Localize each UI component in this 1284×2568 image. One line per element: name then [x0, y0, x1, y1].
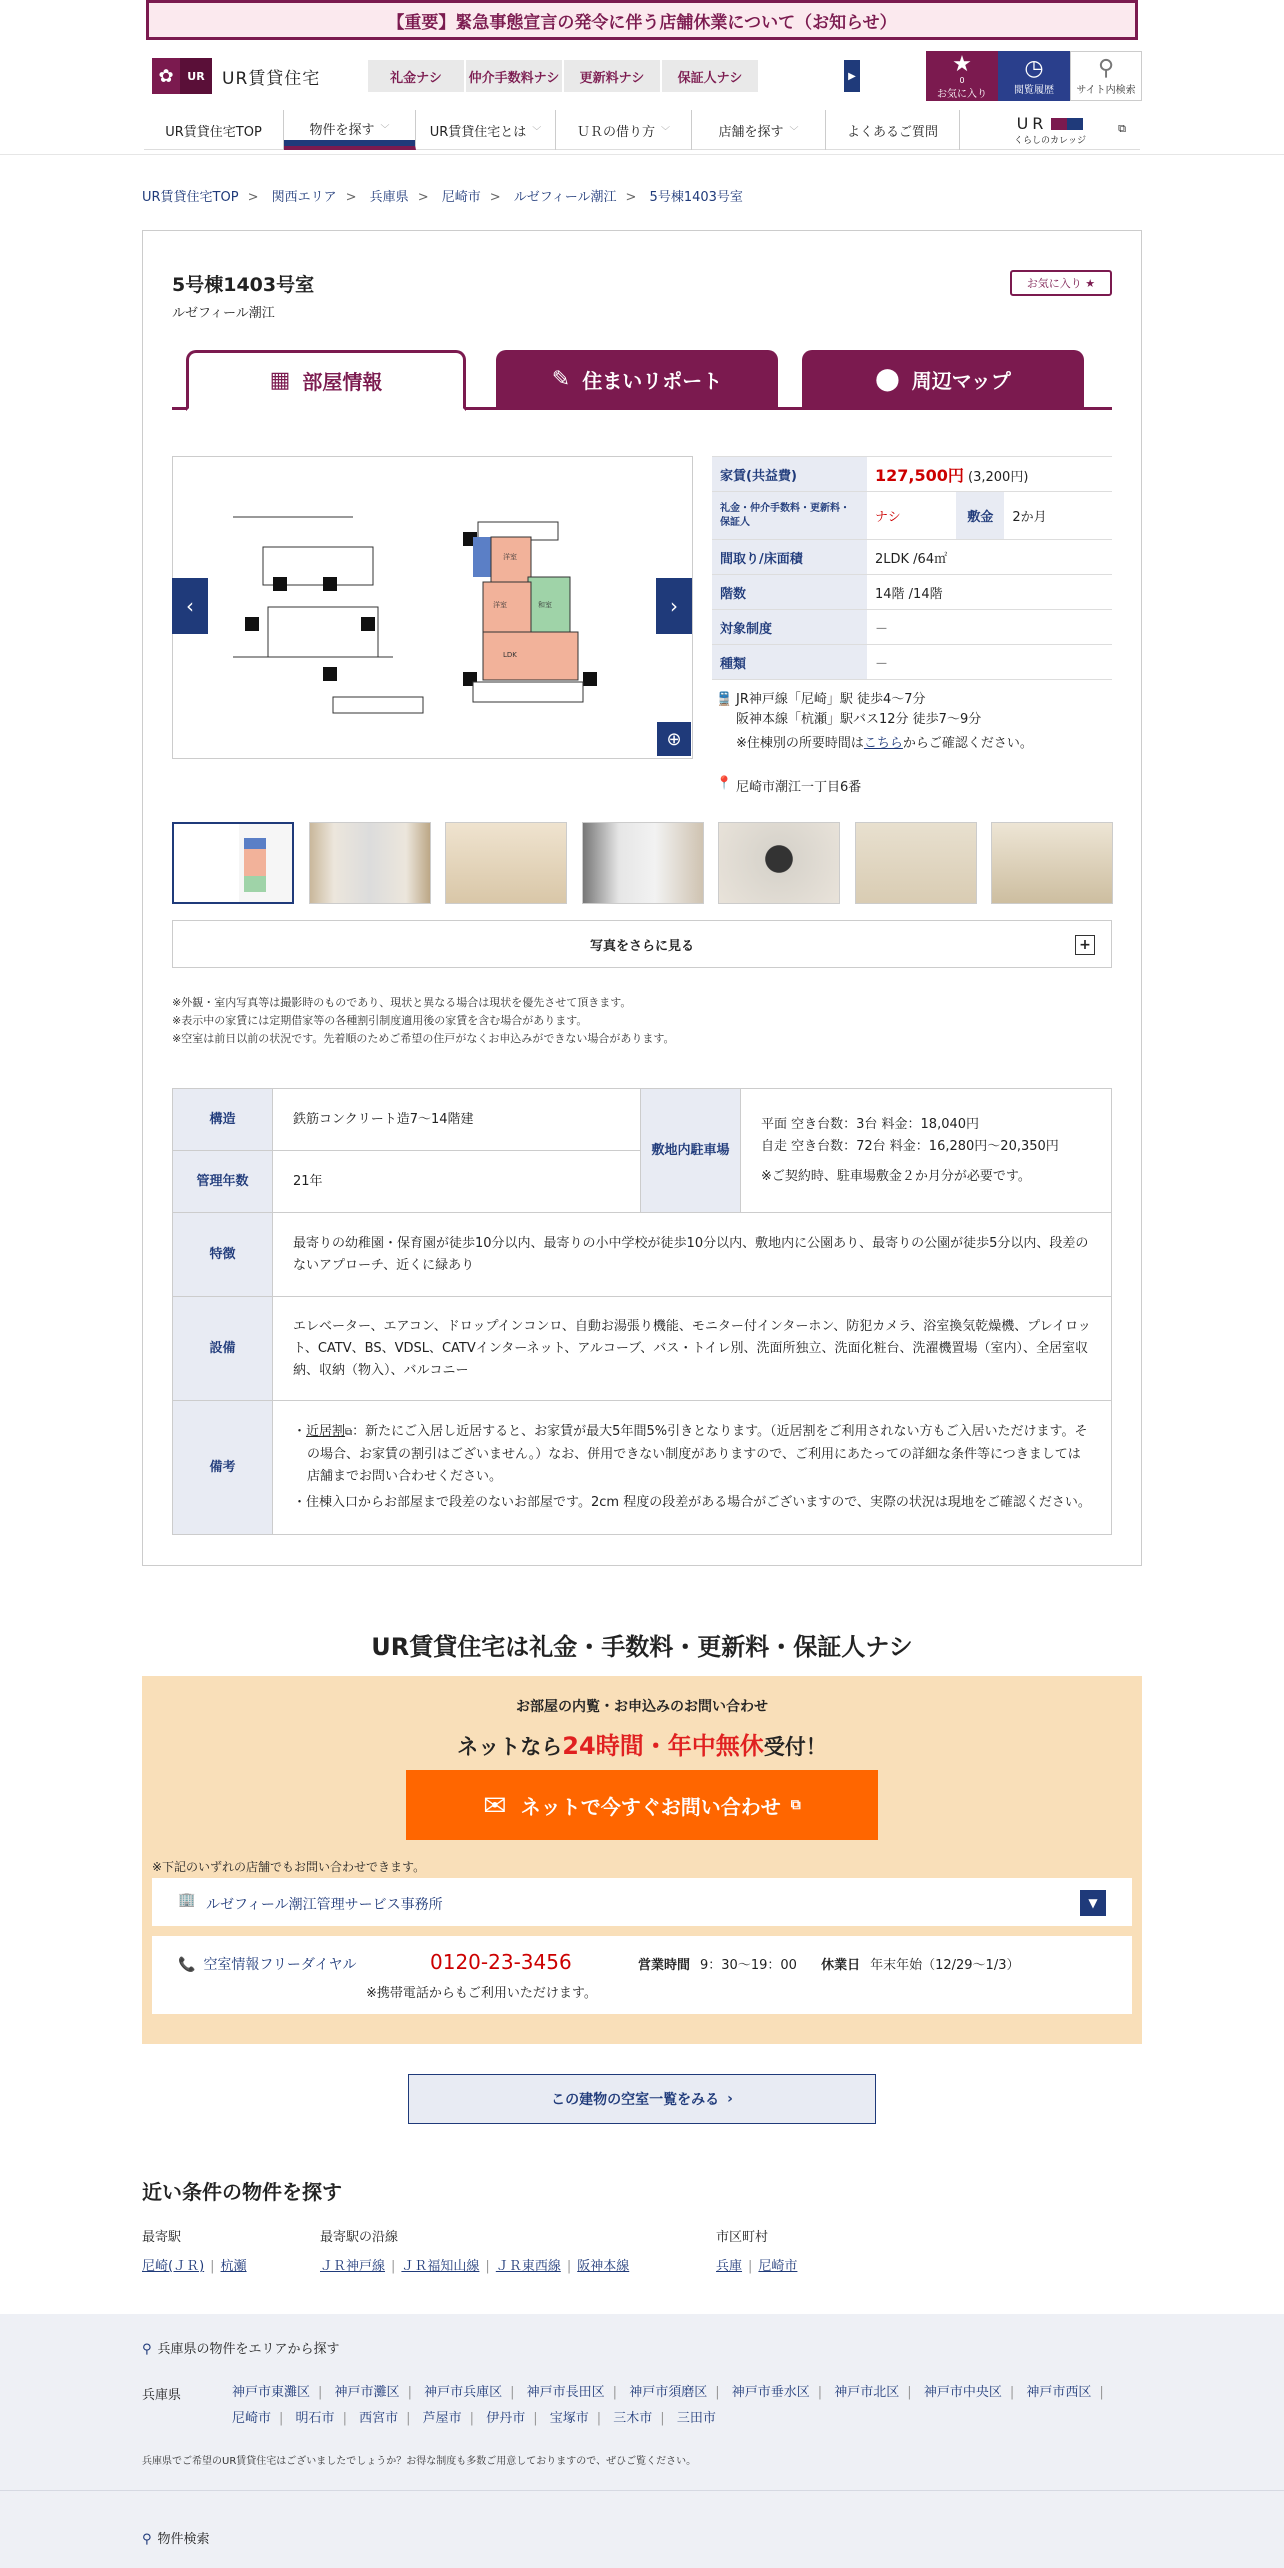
shop-icon: 🏢 — [178, 1892, 196, 1908]
vacancy-list-label: この建物の空室一覧をみる — [551, 2092, 720, 2108]
area-city-link[interactable]: 伊丹市 — [486, 2411, 526, 2426]
contact-note: ※下記のいずれの店舗でもお問い合わせできます。 — [152, 1860, 426, 1874]
floor-plan-image[interactable] — [172, 456, 693, 759]
net-inquiry-button[interactable] — [406, 1770, 878, 1840]
remark-barrier-free: ・住棟入口からお部屋まで段差のないお部屋です。2cm 程度の段差がある場合がございますので、実際の状況は現地をご確認ください。 — [293, 1495, 1091, 1510]
chevron-left-icon: ‹ — [186, 594, 194, 618]
map-pin-icon: ⬤ — [875, 366, 900, 392]
line-link-tozai[interactable]: ＪＲ東西線 — [495, 2259, 561, 2274]
line-link-fukuchiyama[interactable]: ＪＲ福知山線 — [401, 2259, 480, 2274]
property-search-title-text: 物件検索 — [157, 2532, 210, 2547]
thumbnail-aircon[interactable] — [445, 822, 567, 904]
net-inquiry-label: ネットで今すぐお問い合わせ — [520, 1794, 781, 1819]
closed-label: 休業日 — [821, 1958, 861, 1973]
feature-value: 最寄りの幼稚園・保育園が徒歩10分以内、最寄りの小中学校が徒歩10分以内、敷地内に公園あり、最寄りの公園が徒歩5分以内、段差のないアプローチ、近くに緑あり — [273, 1213, 1112, 1297]
external-link-icon: ⧉ — [345, 1427, 353, 1438]
feature-label: 特徴 — [173, 1213, 273, 1297]
line-link-hanshin[interactable]: 阪神本線 — [577, 2259, 630, 2274]
more-photos-button[interactable] — [172, 920, 1112, 968]
favorites-label: お気に入り — [937, 88, 987, 100]
history-button[interactable] — [998, 51, 1070, 101]
freedial-label — [178, 1954, 356, 1974]
site-search-label: サイト内検索 — [1076, 84, 1136, 96]
logo-text: UR賃貸住宅 — [222, 68, 321, 89]
deposit-value: 2か月 — [1004, 492, 1112, 540]
near-lines: 最寄駅の沿線 ＪＲ神戸線 | ＪＲ福知山線 | ＪＲ東西線 | 阪神本線 — [320, 2226, 629, 2274]
nashi-tab-hoshonin[interactable]: 保証人ナシ — [662, 60, 758, 92]
near-city-label: 市区町村 — [716, 2230, 769, 2245]
contact-sub-pre: ネットなら — [457, 1735, 563, 1759]
contact-sub-24h: 24時間・年中無休 — [562, 1732, 764, 1760]
star-icon: ★ — [952, 51, 972, 77]
note-3: ※空室は前日以前の状況です。先着順のためご希望の住戸がなくお申込みができない場合があります。 — [172, 1032, 675, 1045]
favorites-count: 0 — [959, 75, 965, 85]
tab-room-info[interactable] — [186, 350, 466, 411]
common-fee: (3,200円) — [968, 469, 1029, 485]
area-city-links: 神戸市東灘区 | 神戸市灘区 | 神戸市兵庫区 | 神戸市長田区 | 神戸市須磨区 | 神戸市垂水区 | 神戸市北区 | 神戸市中央区 | 神戸市西区 | 尼崎市 | 明石市 | 西宮市 | 芦屋市 | 伊丹市 | 宝塚市 | 三木市 | 三田市 — [232, 2385, 1104, 2426]
floor-label: 階数 — [712, 575, 867, 610]
hours-label: 営業時間 — [638, 1958, 691, 1973]
tab-living-report[interactable] — [496, 350, 778, 408]
search-icon: ⚲ — [1097, 55, 1115, 81]
thumbnail-bathroom[interactable] — [855, 822, 977, 904]
gnav-top[interactable] — [144, 110, 284, 150]
access-detail-link[interactable]: こちら — [863, 736, 903, 751]
external-link-icon: ⧉ — [790, 1797, 801, 1813]
thumbnail-living-room[interactable] — [309, 822, 431, 904]
detail-tabs — [172, 350, 1112, 410]
external-link-icon: ⧉ — [1118, 122, 1126, 135]
access-note-post: からご確認ください。 — [902, 736, 1033, 751]
area-search-title-text: 兵庫県の物件をエリアから探す — [157, 2342, 340, 2357]
svg-text:LDK: LDK — [503, 651, 517, 659]
tab-room-info-label: 部屋情報 — [302, 370, 383, 394]
rent-label: 家賃(共益費) — [712, 457, 867, 492]
structure-label: 構造 — [173, 1089, 273, 1151]
tab-area-map-label: 周辺マップ — [911, 368, 1011, 393]
area-city-link[interactable]: 神戸市須磨区 — [629, 2385, 708, 2400]
thumbnail-floor-plan[interactable] — [172, 822, 294, 904]
area-note: 兵庫県でご希望のUR賃貸住宅はございましたでしょうか？お得な制度も多数ご用意しておりますので、ぜひご覧ください。 — [142, 2456, 697, 2467]
layout-value: 2LDK /64㎡ — [867, 540, 1112, 575]
train-icon: 🚆 — [716, 692, 733, 707]
address-info — [716, 776, 861, 795]
city-link-hyogo[interactable]: 兵庫 — [716, 2259, 743, 2274]
near-stations: 最寄駅 尼崎(ＪＲ) | 杭瀬 — [142, 2226, 247, 2274]
system-label: 対象制度 — [712, 610, 867, 645]
floor-plan-drawing — [173, 457, 693, 759]
vacancy-list-button[interactable] — [408, 2074, 876, 2124]
near-cities: 市区町村 兵庫 | 尼崎市 — [716, 2226, 797, 2274]
gnav-shops-label: 店舗を探す — [718, 124, 784, 140]
access-info — [716, 690, 1033, 754]
city-link-amagasaki[interactable]: 尼崎市 — [758, 2259, 798, 2274]
area-city-link[interactable]: 三木市 — [613, 2411, 653, 2426]
logo-mark-icon: ✿ — [158, 65, 174, 87]
photo-prev-button[interactable] — [172, 578, 208, 634]
floor-value: 14階 /14階 — [867, 575, 1112, 610]
global-nav — [144, 110, 1140, 150]
note-2: ※表示中の家賃には定期借家等の各種割引制度適用後の家賃を含む場合があります。 — [172, 1014, 588, 1027]
contact-subheading — [0, 1726, 1284, 1761]
remark-kinkyo-text: ：新たにご入居し近居すると、お家賃が最大5年間5%引きとなります。（近居割をご利用されない方もご入居いただけます。その場合、お家賃の割引はございません。）なお、併用できない制度がありますので、ご利用にあたっての詳細な条件等につきましては店舗までお問い合わせください。 — [307, 1424, 1088, 1484]
chevron-right-icon[interactable]: ▶ — [844, 60, 860, 92]
area-city-link[interactable]: 神戸市北区 — [834, 2385, 900, 2400]
line-link-kobe[interactable]: ＪＲ神戸線 — [320, 2259, 386, 2274]
fees-value: ナシ — [867, 492, 956, 540]
chevron-down-icon[interactable]: ▼ — [1080, 1890, 1106, 1916]
area-city-link[interactable]: 宝塚市 — [549, 2411, 589, 2426]
header-buttons — [926, 51, 1142, 101]
station-link-amagasaki[interactable]: 尼崎(ＪＲ) — [142, 2259, 205, 2274]
thumbnail-room[interactable] — [582, 822, 704, 904]
building-spec-table — [172, 1088, 1112, 1535]
area-city-link[interactable]: 神戸市東灘区 — [232, 2385, 311, 2400]
header-divider — [0, 154, 1284, 155]
near-line-label: 最寄駅の沿線 — [320, 2230, 399, 2245]
gnav-howto-label: ＵＲの借り方 — [576, 124, 655, 140]
add-favorite-button[interactable]: お気に入り ★ — [1010, 270, 1112, 296]
gnav-college[interactable] — [960, 110, 1140, 150]
area-city-link[interactable]: 神戸市垂水区 — [731, 2385, 810, 2400]
edit-icon: ✎ — [551, 366, 571, 392]
contact-heading: お部屋の内覧・お申込みのお問い合わせ — [516, 1699, 768, 1715]
office-dropdown[interactable] — [152, 1878, 1132, 1926]
nashi-tab-koshin[interactable]: 更新料ナシ — [564, 60, 660, 92]
clock-icon: ◷ — [1024, 55, 1044, 81]
remarks-label: 備考 — [173, 1401, 273, 1535]
chevron-right-icon: › — [670, 594, 678, 618]
site-search-button[interactable] — [1070, 51, 1142, 101]
search-icon: ⚲ — [142, 2532, 152, 2547]
chevron-down-icon: ﹀ — [532, 126, 542, 137]
closed-value: 年末年始（12/29～1/3） — [870, 1958, 1020, 1973]
rent-cell — [867, 457, 1112, 492]
breadcrumb: UR賃貸住宅TOP > 関西エリア > 兵庫県 > 尼崎市 > ルゼフィール潮江 > 5号棟1403号室 — [142, 190, 743, 205]
area-city-link[interactable]: 神戸市中央区 — [923, 2385, 1002, 2400]
college-logo: UR — [1017, 115, 1084, 133]
photo-notes — [172, 994, 674, 1048]
type-value: － — [867, 645, 1112, 680]
gnav-about-label: UR賃貸住宅とは — [429, 124, 527, 140]
chevron-down-icon: ﹀ — [789, 126, 799, 137]
area-city-link[interactable]: 芦屋市 — [422, 2411, 462, 2426]
breadcrumb-current: 5号棟1403号室 — [649, 190, 743, 205]
tab-living-report-label: 住まいリポート — [582, 368, 723, 393]
type-label: 種類 — [712, 645, 867, 680]
gnav-faq-label: よくあるご質問 — [846, 124, 938, 140]
svg-text:洋室: 洋室 — [503, 553, 517, 561]
parking-flat: 平面 空き台数：3台 料金：18,040円 — [761, 1116, 980, 1132]
kinkyo-link[interactable]: 近居割 — [306, 1424, 346, 1439]
parking-note: ※ご契約時、駐車場敷金２か月分が必要です。 — [761, 1168, 1031, 1184]
gnav-search-property[interactable] — [284, 110, 416, 150]
room-info-table — [712, 456, 1112, 680]
business-hours — [638, 1954, 1019, 1973]
breadcrumb-hyogo[interactable]: 兵庫県 — [369, 190, 409, 205]
access-note-pre: ※住棟別の所要時間は — [736, 736, 864, 751]
nashi-tabs — [368, 60, 760, 92]
zoom-in-icon: ⊕ — [666, 728, 682, 750]
rent-value: 127,500円 — [875, 465, 964, 485]
equipment-value: エレベーター、エアコン、ドロップインコンロ、自動お湯張り機能、モニター付インターホン、防犯カメラ、浴室換気乾燥機、プレイロット、CATV、BS、VDSL、CATVインターネット、アルコーブ、バス・トイレ別、洗面所独立、洗面化粧台、洗濯機置場（室内）、全居室収納、収納（物入）、バルコニー — [273, 1297, 1112, 1401]
history-label: 閲覧履歴 — [1014, 84, 1054, 96]
area-city-link[interactable]: 神戸市兵庫区 — [424, 2385, 503, 2400]
emergency-notice[interactable]: 【重要】緊急事態宣言の発令に伴う店舗休業について（お知らせ） — [146, 0, 1138, 40]
contact-sub-post: 受付！ — [763, 1735, 827, 1759]
plus-icon: + — [1075, 935, 1095, 955]
freedial-label-text: 空室情報フリーダイヤル — [203, 1957, 357, 1973]
fees-label: 礼金・仲介手数料・更新料・保証人 — [712, 492, 867, 540]
photo-thumbnails — [172, 822, 1113, 904]
gnav-college-label: くらしのカレッジ — [1014, 135, 1086, 146]
parking-label: 敷地内駐車場 — [641, 1089, 741, 1213]
logo-box — [152, 58, 212, 94]
phone-icon: 📞 — [178, 1957, 196, 1973]
breadcrumb-kansai[interactable]: 関西エリア — [271, 190, 337, 205]
age-value: 21年 — [273, 1151, 641, 1213]
svg-text:洋室: 洋室 — [493, 601, 507, 609]
area-city-link[interactable]: 西宮市 — [359, 2411, 399, 2426]
breadcrumb-amagasaki[interactable]: 尼崎市 — [441, 190, 481, 205]
mobile-note: ※携帯電話からもご利用いただけます。 — [366, 1986, 597, 2001]
freedial-box — [152, 1936, 1132, 2014]
gnav-search-property-label: 物件を探す — [309, 122, 375, 138]
building-name: ルゼフィール潮江 — [172, 306, 275, 321]
gnav-top-label: UR賃貸住宅TOP — [165, 124, 262, 140]
parking-cell — [741, 1089, 1112, 1213]
age-label: 管理年数 — [173, 1151, 273, 1213]
access-jr: JR神戸線「尼崎」駅 徒歩4～7分 — [736, 692, 926, 707]
parking-self: 自走 空き台数：72台 料金：16,280円～20,350円 — [761, 1138, 1059, 1154]
area-city-link[interactable]: 神戸市長田区 — [526, 2385, 605, 2400]
gnav-shops[interactable] — [692, 110, 826, 150]
near-conditions-title: 近い条件の物件を探す — [142, 2180, 342, 2204]
hours-value: 9：30～19：00 — [700, 1958, 797, 1973]
site-logo[interactable] — [152, 58, 320, 94]
station-link-kuise[interactable]: 杭瀬 — [220, 2259, 247, 2274]
chevron-down-icon: ﹀ — [380, 124, 390, 135]
area-city-link[interactable]: 尼崎市 — [232, 2411, 272, 2426]
area-city-link[interactable]: 神戸市西区 — [1026, 2385, 1092, 2400]
remark-kinkyo: ・近居割⧉：新たにご入居し近居すると、お家賃が最大5年間5%引きとなります。（近居割をご利用されない方もご入居いただけます。その場合、お家賃の割引はございません。）なお、併用できない制度がありますので、ご利用にあたっての詳細な条件等につきましては店舗までお問い合わせください。 — [293, 1424, 1088, 1484]
access-hanshin: 阪神本線「杭瀬」駅バス12分 徒歩7～9分 — [736, 712, 982, 727]
property-search-title — [142, 2528, 210, 2547]
nashi-tab-chukai[interactable]: 仲介手数料ナシ — [466, 60, 562, 92]
map-pin-icon: 📍 — [716, 776, 733, 791]
area-search-title — [142, 2338, 340, 2357]
address-value: 尼崎市潮江一丁目6番 — [736, 780, 862, 795]
freedial-number[interactable]: 0120-23-3456 — [430, 1950, 572, 1974]
room-title: 5号棟1403号室 — [172, 274, 315, 296]
thumbnail-intercom[interactable] — [718, 822, 840, 904]
logo-mark-text: UR — [180, 58, 212, 94]
area-pref: 兵庫県 — [142, 2388, 182, 2403]
area-city-link[interactable]: 明石市 — [295, 2411, 335, 2426]
gnav-about[interactable] — [416, 110, 556, 150]
equipment-label: 設備 — [173, 1297, 273, 1401]
search-icon: ⚲ — [142, 2342, 152, 2357]
favorites-button[interactable] — [926, 51, 998, 101]
nashi-tab-reikin[interactable]: 礼金ナシ — [368, 60, 464, 92]
nashi-section-title: UR賃貸住宅は礼金・手数料・更新料・保証人ナシ — [371, 1633, 913, 1661]
more-photos-label: 写真をさらに見る — [589, 938, 694, 954]
area-city-link[interactable]: 神戸市灘区 — [334, 2385, 400, 2400]
tab-area-map[interactable] — [802, 350, 1084, 408]
thumbnail-bathtub[interactable] — [991, 822, 1113, 904]
gnav-faq[interactable] — [826, 110, 960, 150]
breadcrumb-building[interactable]: ルゼフィール潮江 — [513, 190, 617, 205]
chevron-right-icon: › — [727, 2091, 733, 2107]
photo-next-button[interactable] — [656, 578, 692, 634]
building-icon: ▦ — [269, 368, 291, 393]
near-station-label: 最寄駅 — [142, 2230, 182, 2245]
deposit-label: 敷金 — [956, 492, 1004, 540]
gnav-howto[interactable] — [556, 110, 692, 150]
breadcrumb-top[interactable]: UR賃貸住宅TOP — [142, 190, 239, 205]
footer-divider — [0, 2490, 1284, 2491]
office-name: ルゼフィール潮江管理サービス事務所 — [206, 1897, 443, 1913]
structure-value: 鉄筋コンクリート造7～14階建 — [273, 1089, 641, 1151]
remarks-cell — [273, 1401, 1112, 1535]
mail-icon: ✉ — [483, 1788, 507, 1822]
zoom-button[interactable] — [657, 722, 691, 756]
svg-text:和室: 和室 — [538, 601, 552, 609]
layout-label: 間取り/床面積 — [712, 540, 867, 575]
note-1: ※外観・室内写真等は撮影時のものであり、現状と異なる場合は現状を優先させて頂きます。 — [172, 996, 632, 1009]
area-city-link[interactable]: 三田市 — [676, 2411, 716, 2426]
system-value: － — [867, 610, 1112, 645]
remark-barrier-free-text: 住棟入口からお部屋まで段差のないお部屋です。2cm 程度の段差がある場合がございますので、実際の状況は現地をご確認ください。 — [306, 1495, 1091, 1510]
chevron-down-icon: ﹀ — [661, 126, 671, 137]
